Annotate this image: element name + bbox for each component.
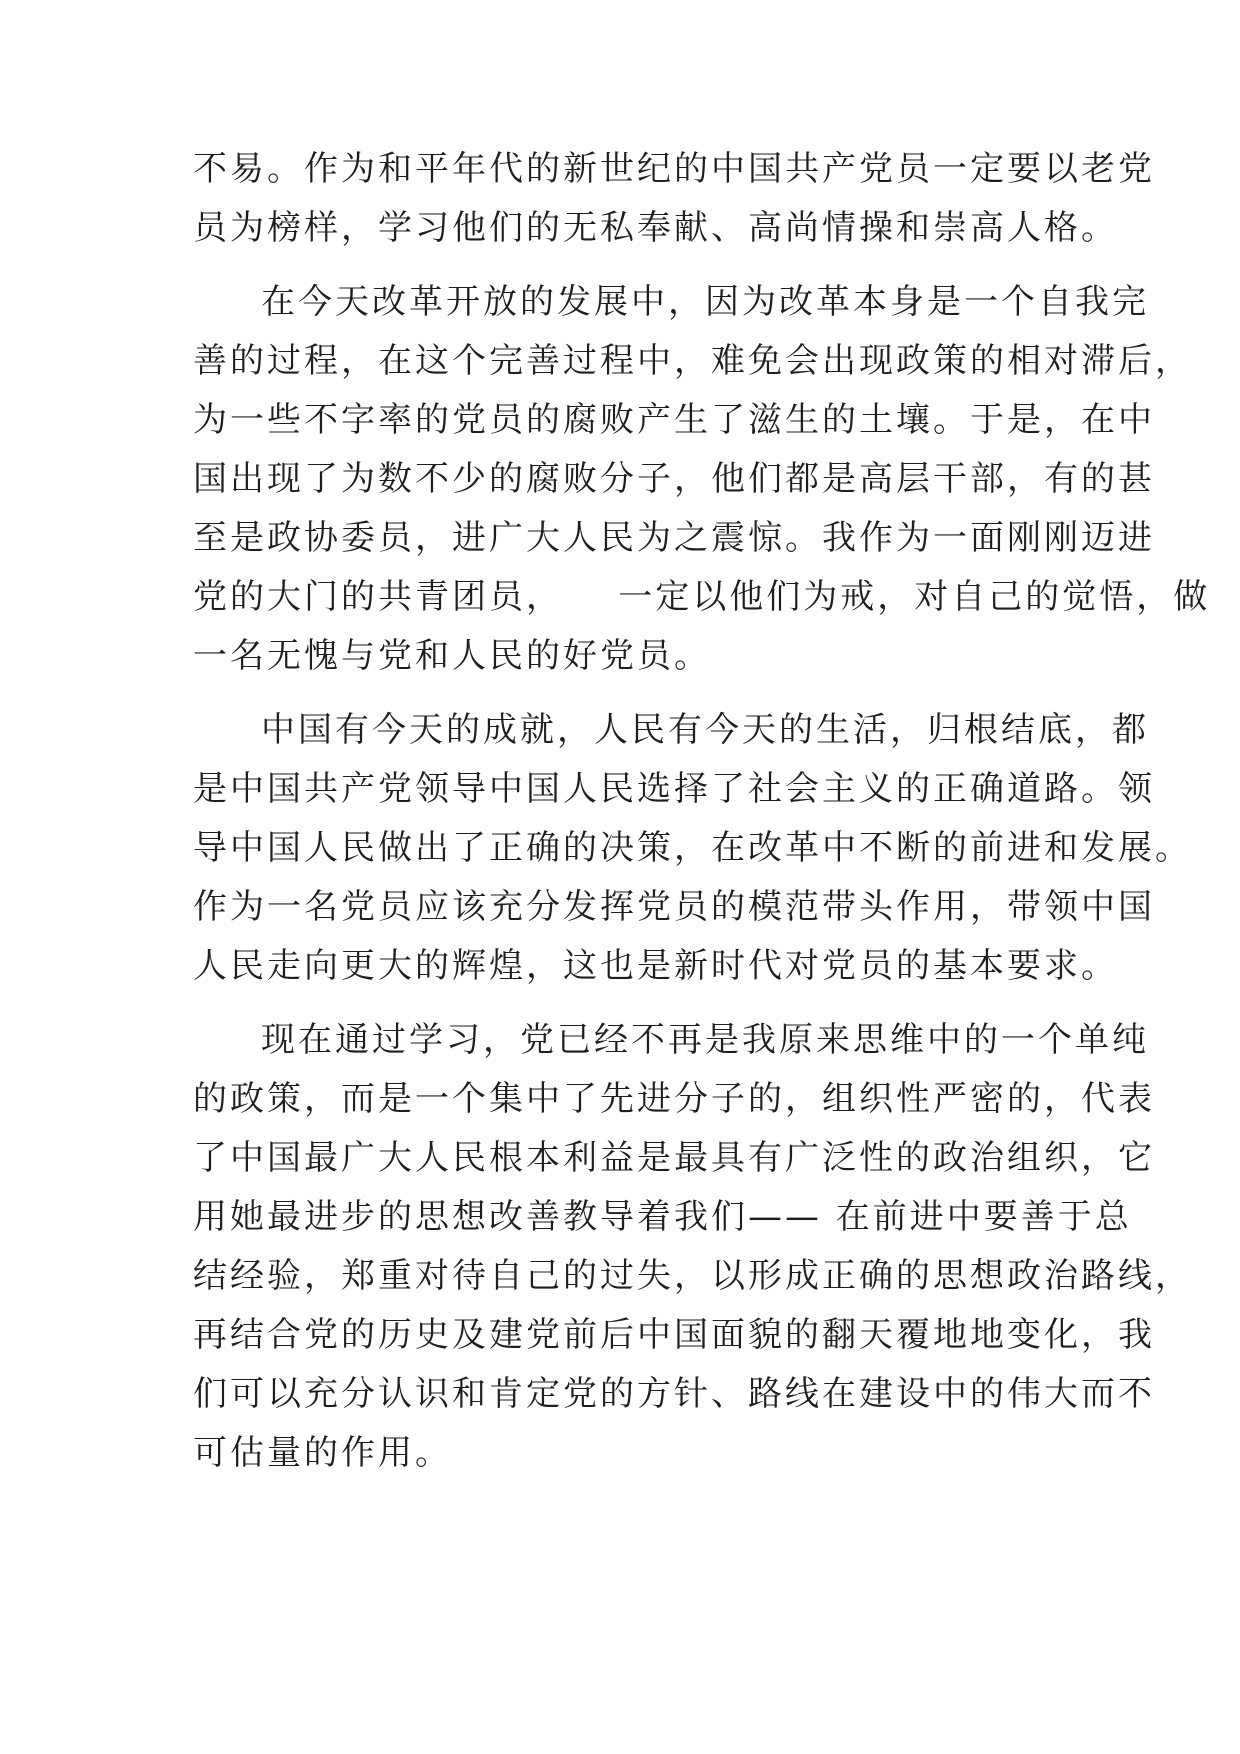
text-line: 党的大门的共青团员， 一定以他们为戒，对自己的觉悟，做 bbox=[193, 577, 1211, 617]
paragraph-2 bbox=[193, 273, 1211, 686]
text-line: 用她最进步的思想改善教导着我们—— 在前进中要善于总 bbox=[193, 1197, 1132, 1237]
paragraph-3 bbox=[193, 701, 1192, 996]
text-line: 至是政协委员，进广大人民为之震惊。我作为一面刚刚迈进 bbox=[193, 518, 1155, 558]
text-line: 在今天改革开放的发展中，因为改革本身是一个自我完 bbox=[261, 282, 1149, 322]
text-line: 的政策，而是一个集中了先进分子的，组织性严密的，代表 bbox=[193, 1079, 1155, 1119]
text-line: 为一些不字率的党员的腐败产生了滋生的土壤。于是，在中 bbox=[193, 400, 1155, 440]
text-line: 作为一名党员应该充分发挥党员的模范带头作用，带领中国 bbox=[193, 887, 1155, 927]
paragraph-4 bbox=[193, 1011, 1192, 1483]
text-line: 了中国最广大人民根本利益是最具有广泛性的政治组织，它 bbox=[193, 1138, 1155, 1178]
paragraph-1 bbox=[193, 140, 1155, 258]
text-line: 善的过程，在这个完善过程中，难免会出现政策的相对滞后， bbox=[193, 341, 1192, 381]
text-line: 员为榜样，学习他们的无私奉献、高尚情操和崇高人格。 bbox=[193, 208, 1118, 248]
text-line: 现在通过学习，党已经不再是我原来思维中的一个单纯 bbox=[261, 1020, 1149, 1060]
text-line: 结经验，郑重对待自己的过失，以形成正确的思想政治路线， bbox=[193, 1256, 1192, 1296]
text-line: 们可以充分认识和肯定党的方针、路线在建设中的伟大而不 bbox=[193, 1374, 1155, 1414]
text-line: 中国有今天的成就，人民有今天的生活，归根结底，都 bbox=[261, 710, 1149, 750]
text-line: 人民走向更大的辉煌，这也是新时代对党员的基本要求。 bbox=[193, 946, 1118, 986]
text-line: 是中国共产党领导中国人民选择了社会主义的正确道路。领 bbox=[193, 769, 1155, 809]
text-line: 一名无愧与党和人民的好党员。 bbox=[193, 636, 711, 676]
text-line: 导中国人民做出了正确的决策，在改革中不断的前进和发展。 bbox=[193, 828, 1192, 868]
text-line: 再结合党的历史及建党前后中国面貌的翻天覆地地变化，我 bbox=[193, 1315, 1155, 1355]
document-body bbox=[193, 140, 1211, 1483]
text-line: 国出现了为数不少的腐败分子，他们都是高层干部，有的甚 bbox=[193, 459, 1155, 499]
text-line: 可估量的作用。 bbox=[193, 1433, 452, 1473]
text-line: 不易。作为和平年代的新世纪的中国共产党员一定要以老党 bbox=[193, 149, 1155, 189]
